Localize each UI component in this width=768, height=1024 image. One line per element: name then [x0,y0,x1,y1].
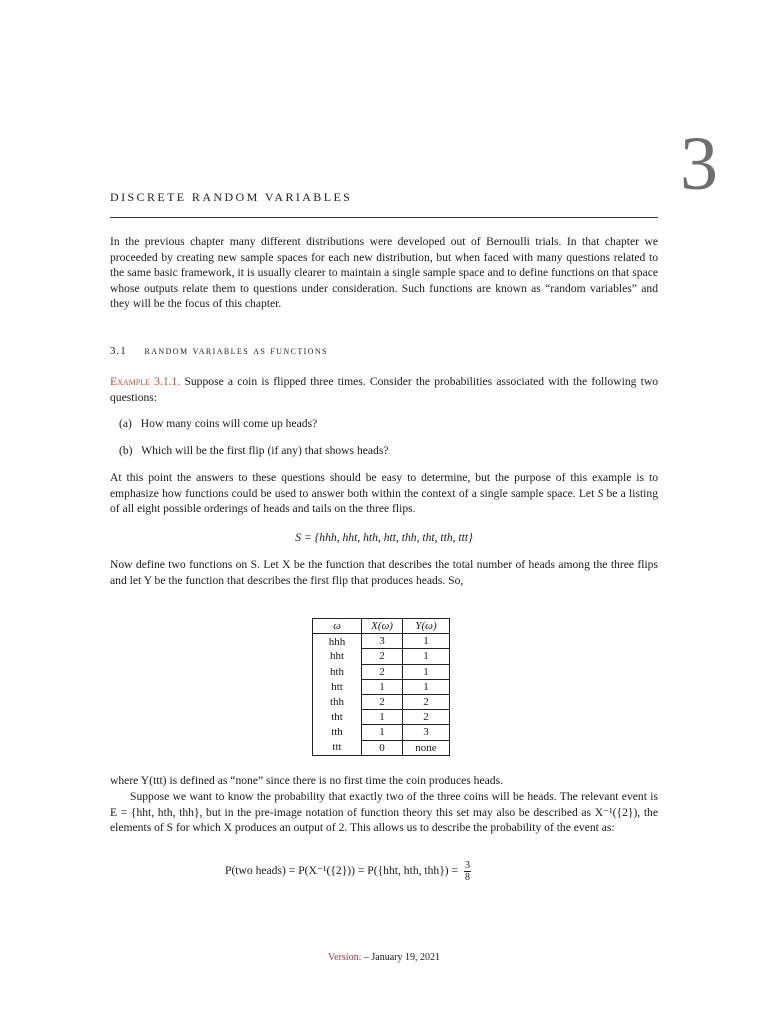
paragraph-functions: Now define two functions on S. Let X be the function that describes the total number of heads among the three flips and let Y be the function that describes the first flip that produces heads. So, [110,558,658,587]
list-item-a [119,417,317,430]
intro-paragraph: In the previous chapter many different distributions were developed out of Bernoulli trials. In that chapter we proceeded by creating new sample spaces for each new distribution, but when faced with many questions related to the same basic framework, it is usually clearer to maintain a single sample space and to define functions on that space whose outputs relate them to questions under consideration. Such functions are known as “random variables” and they will be the focus of this chapter. [110,235,658,310]
table-cell: hht [313,649,362,664]
list-text: Which will be the first flip (if any) that shows heads? [141,444,389,457]
paragraph-text: be a listing of all eight possible orderings of heads and tails on the three flips. [110,486,658,515]
table-row [313,634,450,649]
fraction-numerator: 3 [465,860,470,871]
page-footer [0,952,768,963]
table-cell: 3 [403,725,450,740]
fraction-denominator: 8 [465,872,470,883]
table-cell: tht [313,710,362,725]
table-cell: 2 [362,694,403,709]
table-cell: 2 [403,710,450,725]
table-header: ω [313,619,362,634]
table-row [313,664,450,679]
chapter-rule [110,217,658,218]
paragraph-text: At this point the answers to these questions should be easy to determine, but the purpose of this example is to emphasize how functions could be used to answer both within the context of a single sample space. Let [110,471,658,500]
fraction [464,860,471,883]
table-row [313,649,450,664]
list-item-b [119,444,389,457]
table-row [313,679,450,694]
table-cell: 1 [362,725,403,740]
table-cell: 1 [403,649,450,664]
table-cell: 1 [403,679,450,694]
chapter-number: 3 [680,122,718,206]
table-cell: 2 [362,649,403,664]
table-row [313,740,450,755]
table-cell: hth [313,664,362,679]
table-cell: 2 [403,694,450,709]
version-date: – January 19, 2021 [363,952,440,963]
table-cell: 1 [362,710,403,725]
table-row [313,694,450,709]
equation-lhs: P(two heads) = P(X⁻¹({2})) = P({hht, hth, thh}) = [225,864,459,878]
table-header: X(ω) [362,619,403,634]
table-row [313,725,450,740]
section-title: random variables as functions [144,345,328,357]
paragraph-none-definition: where Y(ttt) is defined as “none” since there is no first time the coin produces heads. [110,774,503,787]
section-heading [110,345,328,357]
table-cell: hhh [313,634,362,649]
list-marker: (b) [119,444,133,457]
probability-equation [225,860,471,883]
example-label: Example 3.1.1. [110,375,181,388]
chapter-title: DISCRETE RANDOM VARIABLES [110,190,353,204]
table-cell: ttt [313,740,362,755]
table-cell: htt [313,679,362,694]
table-cell: 0 [362,740,403,755]
section-number: 3.1 [110,345,127,357]
table-cell: 1 [403,634,450,649]
table-cell: 2 [362,664,403,679]
version-label: Version: [328,952,362,963]
table-header-row [313,619,450,634]
table-cell: tth [313,725,362,740]
sample-space-equation: S = {hhh, hht, hth, htt, thh, tht, tth, ttt} [295,531,473,544]
table-header: Y(ω) [403,619,450,634]
list-marker: (a) [119,417,132,430]
paragraph-sample-space [110,470,658,517]
example-text: Suppose a coin is flipped three times. Consider the probabilities associated with the following two questions: [110,375,658,404]
table-cell: 1 [403,664,450,679]
paragraph-probability: Suppose we want to know the probability that exactly two of the three coins will be heads. The relevant event is E = {hht, hth, thh}, but in the pre-image notation of function theory this set may also be described as X⁻¹({2}), the elements of S for which X produces an output of 2. This allows us to describe the probability of the event as: [110,790,658,834]
table-row [313,710,450,725]
table-cell: 3 [362,634,403,649]
table-cell: none [403,740,450,755]
table-cell: 1 [362,679,403,694]
example-paragraph [110,374,658,405]
table-body [313,634,450,756]
table-cell: thh [313,694,362,709]
outcome-table [312,618,450,756]
math-symbol: S [597,486,604,500]
list-text: How many coins will come up heads? [140,417,318,430]
